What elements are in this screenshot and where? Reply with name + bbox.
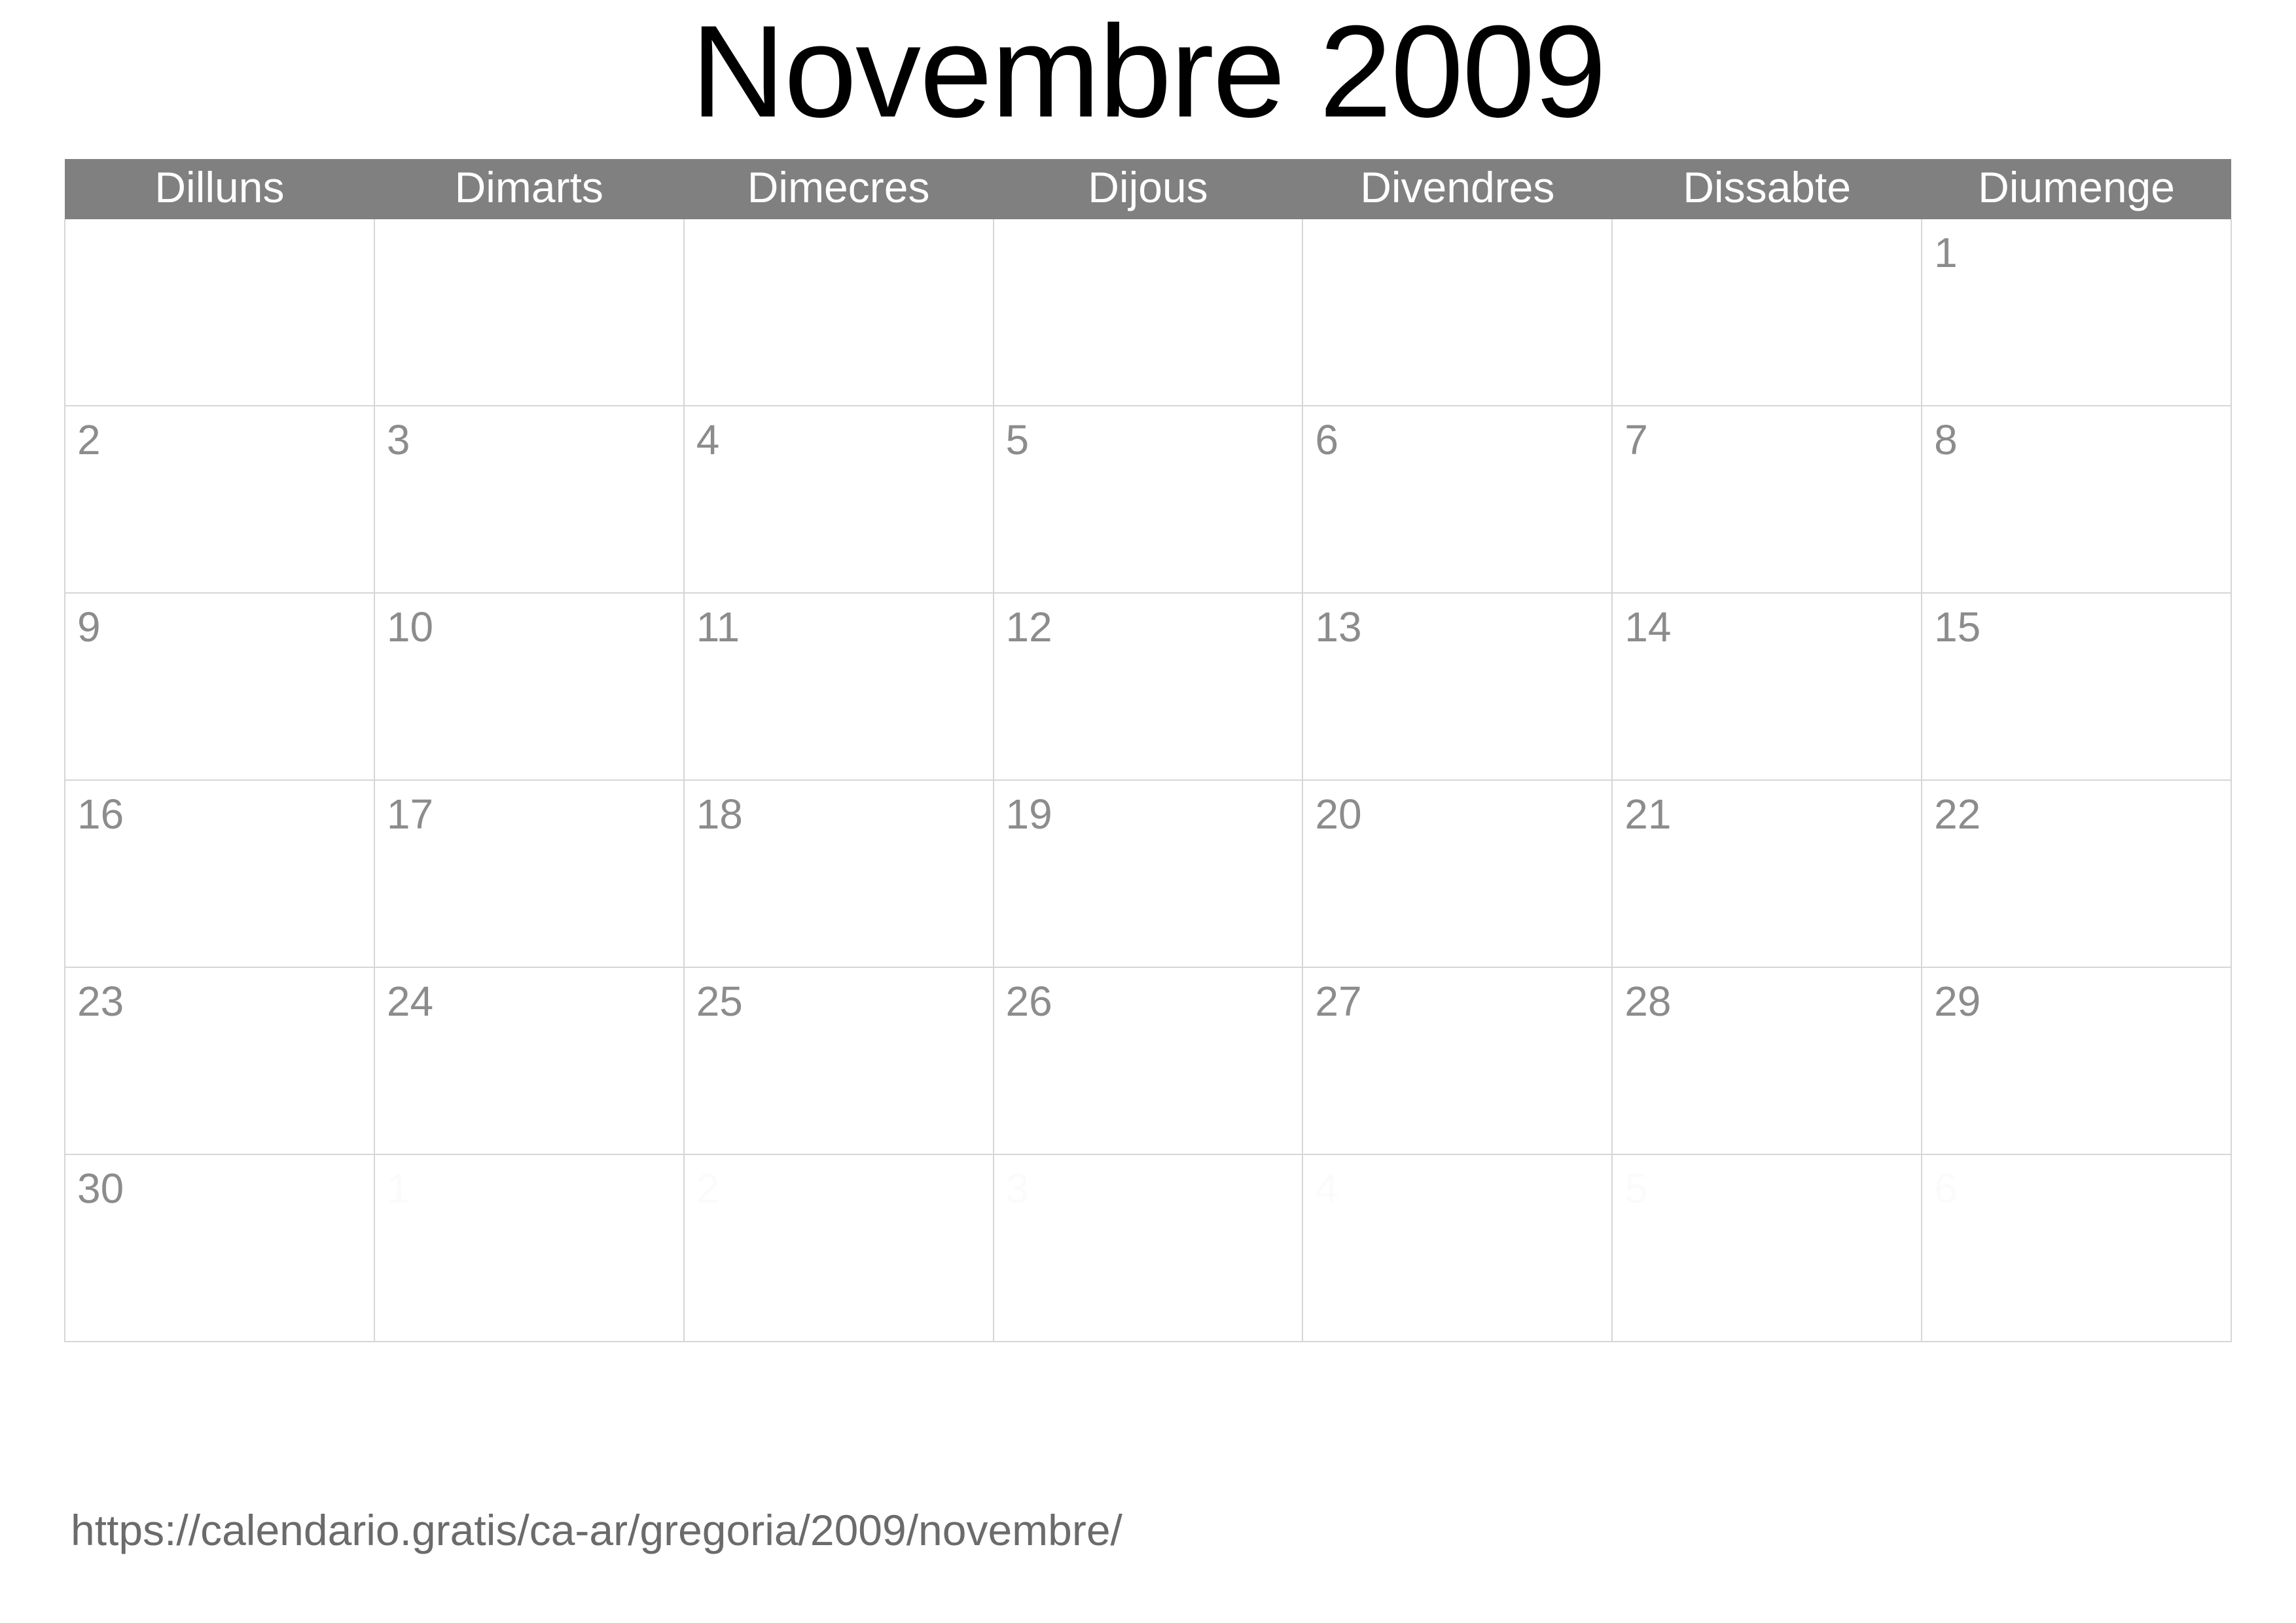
day-cell xyxy=(684,219,994,406)
day-cell: 30 xyxy=(65,1154,374,1342)
day-cell: 1 xyxy=(374,1154,684,1342)
calendar-container xyxy=(64,159,2232,1342)
day-cell: 21 xyxy=(1612,780,1922,967)
day-cell: 18 xyxy=(684,780,994,967)
day-cell: 3 xyxy=(374,406,684,593)
day-cell xyxy=(994,219,1303,406)
day-cell: 7 xyxy=(1612,406,1922,593)
day-cell: 17 xyxy=(374,780,684,967)
day-cell: 25 xyxy=(684,967,994,1154)
weekday-header-dimarts: Dimarts xyxy=(374,159,684,219)
day-cell: 4 xyxy=(1302,1154,1612,1342)
weekday-header-dijous: Dijous xyxy=(994,159,1303,219)
day-cell: 14 xyxy=(1612,593,1922,780)
day-cell: 2 xyxy=(684,1154,994,1342)
page-title: Novembre 2009 xyxy=(691,0,1605,145)
calendar-week-row xyxy=(65,406,2231,593)
day-cell: 28 xyxy=(1612,967,1922,1154)
day-cell: 27 xyxy=(1302,967,1612,1154)
day-cell: 3 xyxy=(994,1154,1303,1342)
source-url: https://calendario.gratis/ca-ar/gregoria/2009/novembre/ xyxy=(71,1506,1122,1554)
day-cell xyxy=(1612,219,1922,406)
day-cell: 8 xyxy=(1922,406,2231,593)
day-cell: 20 xyxy=(1302,780,1612,967)
day-cell: 15 xyxy=(1922,593,2231,780)
weekday-header-row xyxy=(65,159,2231,219)
calendar-week-row xyxy=(65,219,2231,406)
day-cell: 24 xyxy=(374,967,684,1154)
day-cell: 6 xyxy=(1922,1154,2231,1342)
calendar-week-row xyxy=(65,967,2231,1154)
day-cell: 13 xyxy=(1302,593,1612,780)
day-cell: 22 xyxy=(1922,780,2231,967)
day-cell: 12 xyxy=(994,593,1303,780)
calendar-week-row xyxy=(65,780,2231,967)
calendar-week-row xyxy=(65,1154,2231,1342)
day-cell: 5 xyxy=(994,406,1303,593)
weekday-header-dilluns: Dilluns xyxy=(65,159,374,219)
day-cell xyxy=(65,219,374,406)
day-cell: 16 xyxy=(65,780,374,967)
day-cell: 9 xyxy=(65,593,374,780)
day-cell: 11 xyxy=(684,593,994,780)
weekday-header-dissabte: Dissabte xyxy=(1612,159,1922,219)
day-cell: 26 xyxy=(994,967,1303,1154)
day-cell: 6 xyxy=(1302,406,1612,593)
day-cell: 23 xyxy=(65,967,374,1154)
day-cell: 2 xyxy=(65,406,374,593)
calendar-body xyxy=(65,219,2231,1342)
day-cell: 1 xyxy=(1922,219,2231,406)
weekday-header-dimecres: Dimecres xyxy=(684,159,994,219)
day-cell: 19 xyxy=(994,780,1303,967)
day-cell: 10 xyxy=(374,593,684,780)
day-cell: 29 xyxy=(1922,967,2231,1154)
day-cell: 5 xyxy=(1612,1154,1922,1342)
calendar-week-row xyxy=(65,593,2231,780)
day-cell xyxy=(374,219,684,406)
day-cell xyxy=(1302,219,1612,406)
calendar-table xyxy=(64,159,2232,1342)
day-cell: 4 xyxy=(684,406,994,593)
weekday-header-divendres: Divendres xyxy=(1302,159,1612,219)
weekday-header-diumenge: Diumenge xyxy=(1922,159,2231,219)
